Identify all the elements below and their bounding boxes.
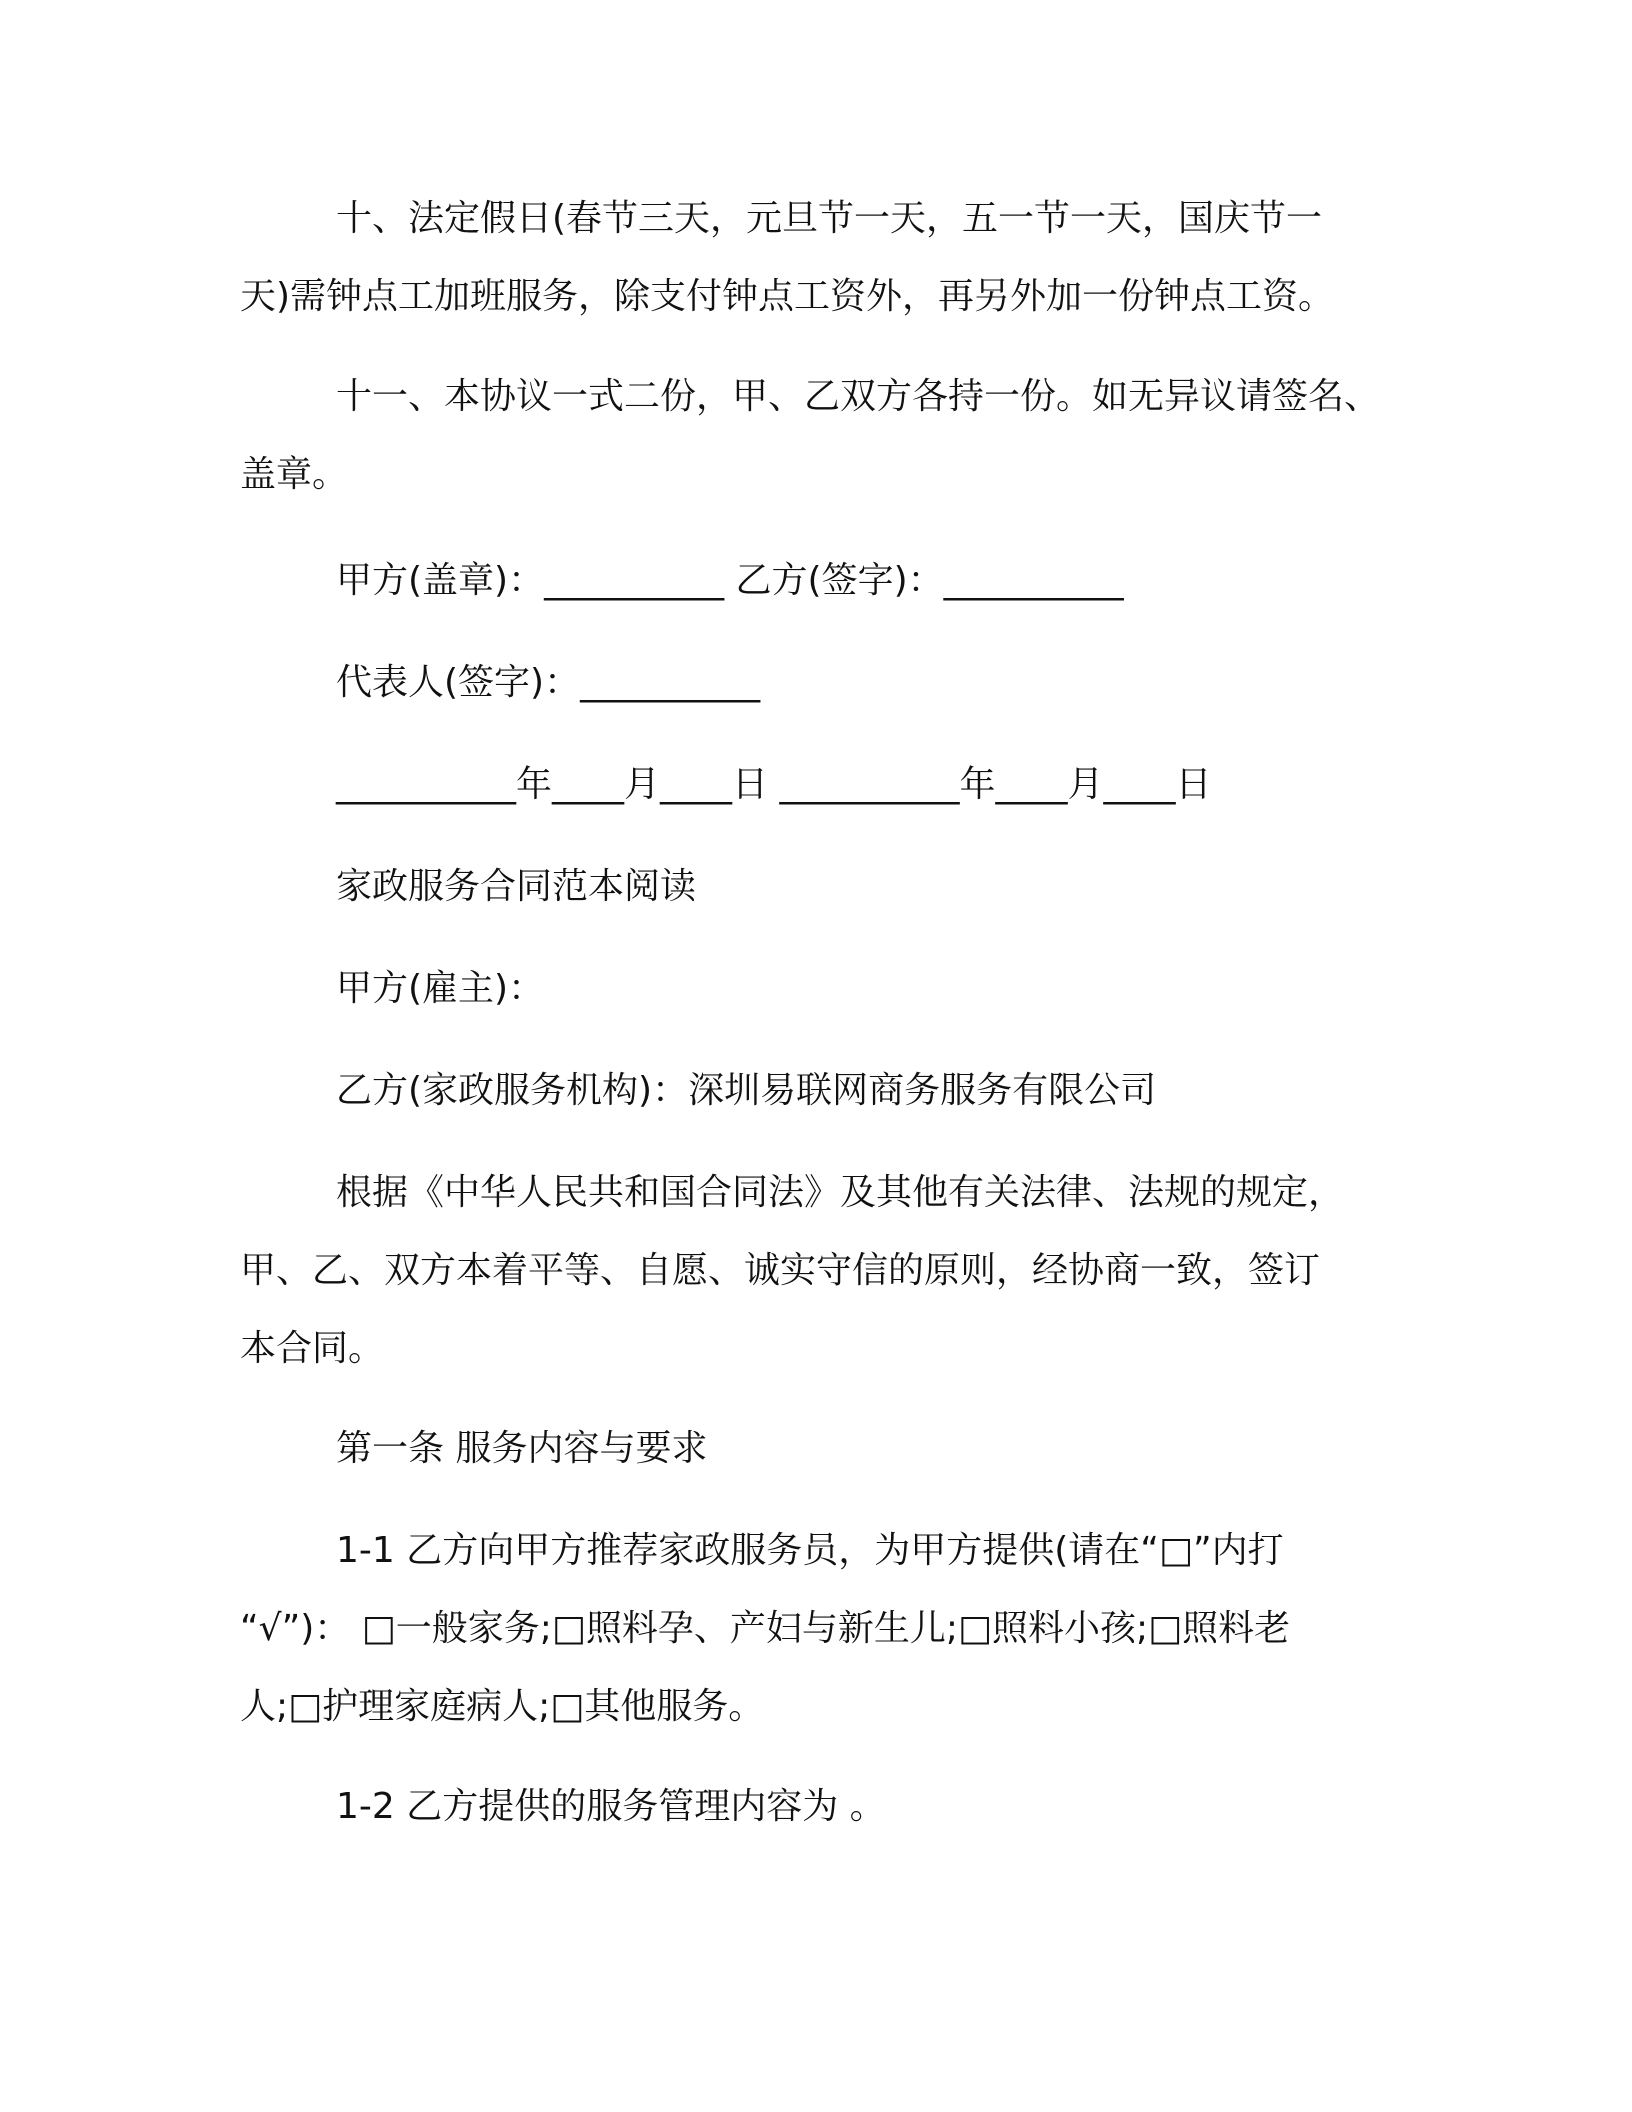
representative-signature-line <box>240 644 1400 722</box>
text-line: 甲方(雇主)： <box>336 968 545 1009</box>
text-line: 根据《中华人民共和国合同法》及其他有关法律、法规的规定， <box>336 1172 1345 1213</box>
text-line: 甲、乙、双方本着平等、自愿、诚实守信的原则，经协商一致，签订 <box>240 1250 1321 1291</box>
clause-10-paragraph <box>240 180 1400 336</box>
party-b-line <box>240 1052 1400 1130</box>
article-1-heading <box>240 1410 1400 1488</box>
text-line: 盖章。 <box>240 454 349 495</box>
clause-1-1-paragraph <box>240 1512 1400 1746</box>
contract-title <box>240 848 1400 926</box>
text-line: “√”)： □一般家务;□照料孕、产妇与新生儿;□照料小孩;□照料老 <box>240 1608 1291 1649</box>
clause-1-2-paragraph <box>240 1768 1400 1846</box>
text-line: 本合同。 <box>240 1328 385 1369</box>
text-line: 家政服务合同范本阅读 <box>336 866 697 907</box>
text-line: 甲方(盖章)：__________ 乙方(签字)：__________ <box>336 560 1124 601</box>
preamble-paragraph <box>240 1154 1400 1388</box>
text-line: 乙方(家政服务机构)：深圳易联网商务服务有限公司 <box>336 1070 1157 1111</box>
text-line: 1-2 乙方提供的服务管理内容为 。 <box>336 1786 886 1827</box>
text-line: __________年____月____日 __________年____月____日 <box>336 764 1212 805</box>
text-line: 第一条 服务内容与要求 <box>336 1428 708 1469</box>
text-line: 天)需钟点工加班服务，除支付钟点工资外，再另外加一份钟点工资。 <box>240 276 1335 317</box>
text-line: 人;□护理家庭病人;□其他服务。 <box>240 1686 765 1727</box>
signature-parties-line <box>240 542 1400 620</box>
clause-11-paragraph <box>240 358 1400 514</box>
text-line: 十一、本协议一式二份，甲、乙双方各持一份。如无异议请签名、 <box>336 376 1381 417</box>
party-a-line <box>240 950 1400 1028</box>
text-line: 1-1 乙方向甲方推荐家政服务员，为甲方提供(请在“□”内打 <box>336 1530 1284 1571</box>
text-line: 十、法定假日(春节三天，元旦节一天，五一节一天，国庆节一 <box>336 198 1323 239</box>
text-line: 代表人(签字)：__________ <box>336 662 761 703</box>
date-line <box>240 746 1400 824</box>
